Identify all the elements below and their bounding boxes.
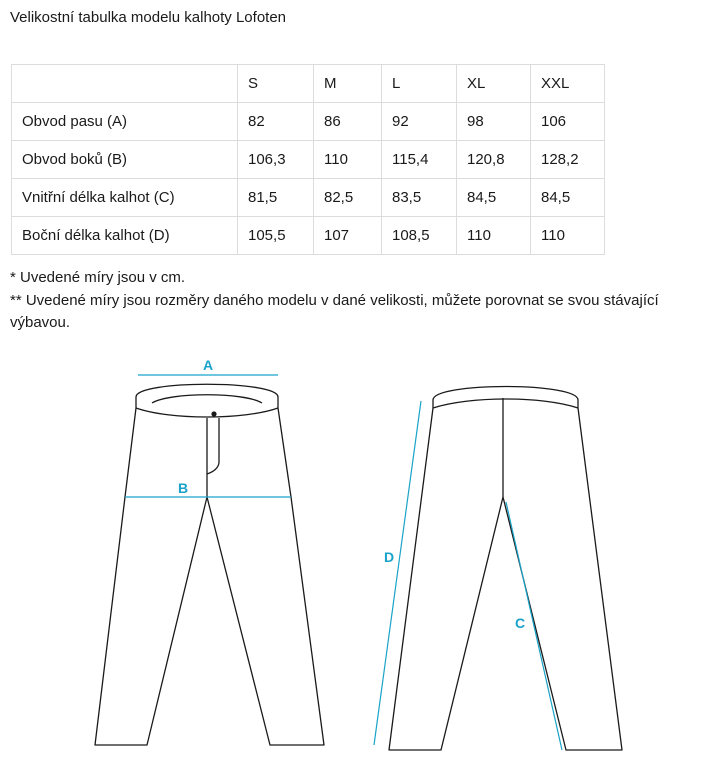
table-cell: 86	[314, 103, 382, 141]
table-cell: 81,5	[238, 179, 314, 217]
table-cell: 83,5	[382, 179, 457, 217]
row-label: Obvod boků (B)	[12, 141, 238, 179]
table-cell: 82,5	[314, 179, 382, 217]
table-cell: 92	[382, 103, 457, 141]
back-outline	[389, 400, 622, 750]
back-waistband-top	[433, 387, 578, 401]
measure-line-d	[374, 401, 421, 745]
table-cell: 110	[531, 217, 605, 255]
table-cell: 107	[314, 217, 382, 255]
table-cell: 98	[457, 103, 531, 141]
row-label: Obvod pasu (A)	[12, 103, 238, 141]
row-label: Boční délka kalhot (D)	[12, 217, 238, 255]
note-dimensions: ** Uvedené míry jsou rozměry daného modelu v dané velikosti, můžete porovnat se svou stávající výbavou.	[10, 292, 659, 331]
label-d: D	[384, 549, 395, 565]
table-cell: 120,8	[457, 141, 531, 179]
table-header-cell: XXL	[531, 65, 605, 103]
front-outline	[95, 397, 324, 745]
table-cell: 128,2	[531, 141, 605, 179]
button-icon	[211, 411, 216, 416]
back-view-pants	[389, 387, 622, 751]
table-cell: 106,3	[238, 141, 314, 179]
table-cell: 84,5	[531, 179, 605, 217]
back-waistband-bottom	[433, 399, 578, 408]
table-cell: 106	[531, 103, 605, 141]
table-cell: 115,4	[382, 141, 457, 179]
table-cell: 105,5	[238, 217, 314, 255]
page-title: Velikostní tabulka modelu kalhoty Lofoten	[10, 9, 287, 26]
table-header-cell: XL	[457, 65, 531, 103]
table-header-cell: L	[382, 65, 457, 103]
front-waistband-inner	[152, 395, 262, 403]
note-units: * Uvedené míry jsou v cm.	[10, 269, 186, 286]
row-label: Vnitřní délka kalhot (C)	[12, 179, 238, 217]
table-header-cell: S	[238, 65, 314, 103]
front-waistband-bottom	[136, 408, 278, 417]
table-cell: 82	[238, 103, 314, 141]
table-cell: 110	[314, 141, 382, 179]
front-view-pants	[95, 384, 324, 745]
table-cell: 108,5	[382, 217, 457, 255]
table-cell: 84,5	[457, 179, 531, 217]
label-c: C	[515, 615, 526, 631]
front-fly-stitch	[207, 418, 219, 474]
table-header-cell: M	[314, 65, 382, 103]
label-b: B	[178, 480, 189, 496]
label-a: A	[203, 357, 214, 373]
table-cell: 110	[457, 217, 531, 255]
